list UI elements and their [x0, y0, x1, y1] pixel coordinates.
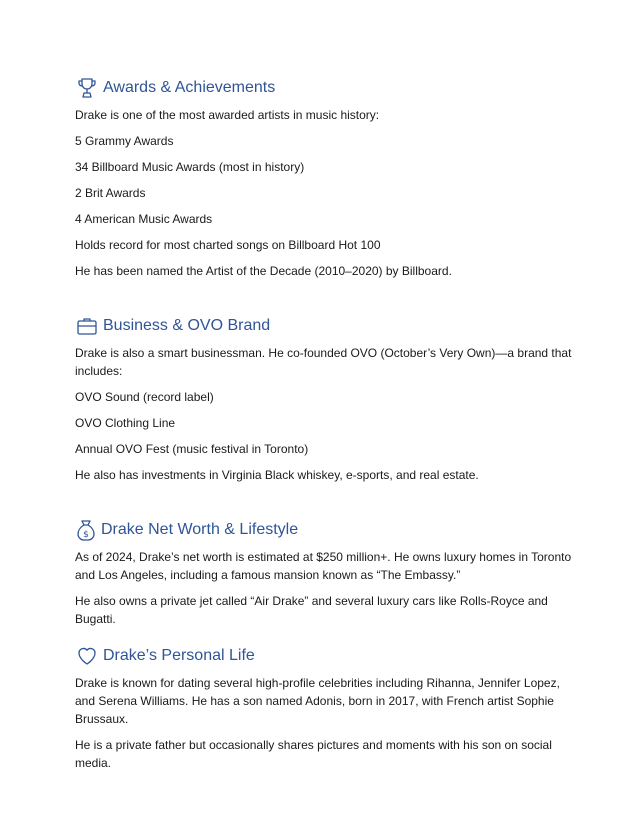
personal-section — [75, 642, 575, 772]
awards-title: Awards & Achievements — [103, 79, 276, 96]
personal-paragraph-2: He is a private father but occasionally shares pictures and moments with his son on social media. — [75, 738, 552, 770]
list-item: OVO Sound (record label) — [75, 390, 214, 404]
personal-heading — [75, 642, 575, 670]
awards-heading — [75, 74, 575, 102]
list-item: 34 Billboard Music Awards (most in history) — [75, 160, 305, 174]
svg-text:$: $ — [83, 530, 89, 540]
money-bag-icon — [75, 518, 97, 542]
business-section — [75, 312, 575, 484]
business-heading — [75, 312, 575, 340]
networth-section — [75, 516, 575, 628]
networth-title: Drake Net Worth & Lifestyle — [101, 521, 299, 538]
list-item: 5 Grammy Awards — [75, 134, 174, 148]
briefcase-icon — [75, 314, 99, 338]
list-item: OVO Clothing Line — [75, 416, 176, 430]
heart-icon — [75, 644, 99, 668]
business-title: Business & OVO Brand — [103, 317, 271, 334]
networth-paragraph-1: As of 2024, Drake’s net worth is estimated at $250 million+. He owns luxury homes in Toronto and Los Angeles, including a famous mansion known as “The Embassy.” — [75, 550, 572, 582]
awards-section — [75, 74, 575, 280]
business-intro: Drake is also a smart businessman. He co-founded OVO (October’s Very Own)—a brand that includes: — [75, 346, 572, 378]
awards-outro: He has been named the Artist of the Decade (2010–2020) by Billboard. — [75, 264, 452, 278]
awards-list — [75, 132, 575, 280]
list-item: Holds record for most charted songs on Billboard Hot 100 — [75, 238, 381, 252]
personal-paragraph-1: Drake is known for dating several high-profile celebrities including Rihanna, Jennifer Lopez, and Serena Williams. He has a son named Adonis, born in 2017, with French artist Sophie Brussaux. — [75, 676, 560, 726]
networth-paragraph-2: He also owns a private jet called “Air Drake” and several luxury cars like Rolls-Royce and Bugatti. — [75, 594, 548, 626]
networth-heading — [75, 516, 575, 544]
awards-intro: Drake is one of the most awarded artists in music history: — [75, 108, 380, 122]
personal-title: Drake’s Personal Life — [103, 647, 255, 664]
business-list — [75, 388, 575, 484]
list-item: 4 American Music Awards — [75, 212, 213, 226]
list-item: Annual OVO Fest (music festival in Toronto) — [75, 442, 309, 456]
business-outro: He also has investments in Virginia Black whiskey, e-sports, and real estate. — [75, 468, 479, 482]
list-item: 2 Brit Awards — [75, 186, 146, 200]
trophy-icon — [75, 76, 99, 100]
